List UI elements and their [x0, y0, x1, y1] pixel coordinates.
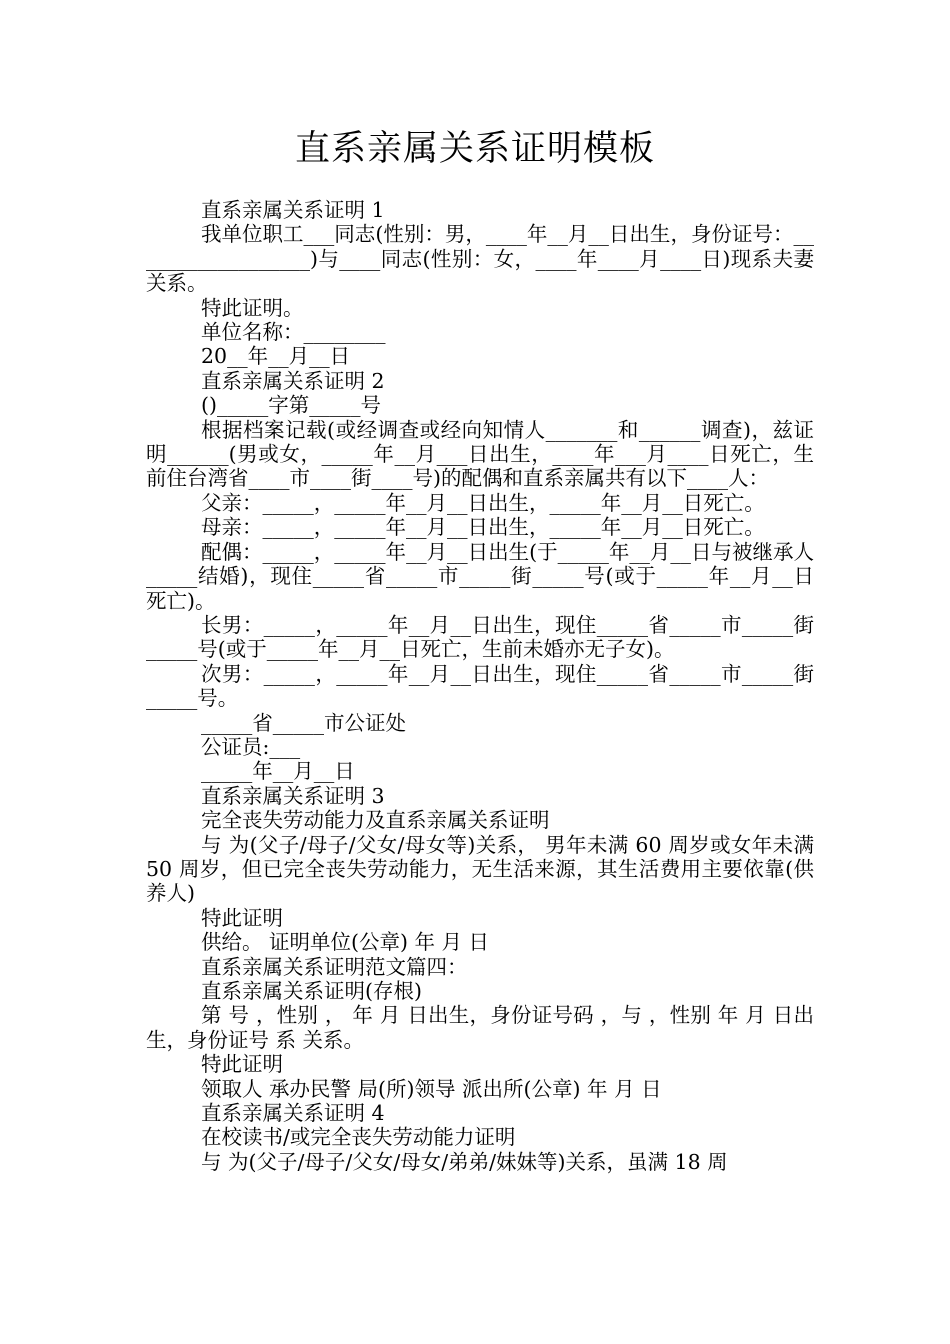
- paragraph: 直系亲属关系证明 3: [201, 783, 385, 808]
- paragraph: 特此证明: [201, 1052, 283, 1077]
- paragraph: 完全丧失劳动能力及直系亲属关系证明: [201, 808, 550, 833]
- paragraph: _____年__月__日: [201, 759, 355, 784]
- paragraph: 直系亲属关系证明 1: [201, 198, 385, 222]
- paragraph: 领取人 承办民警 局(所)领导 派出所(公章) 年 月 日: [201, 1076, 662, 1101]
- paragraph: _____省_____市公证处: [201, 710, 406, 735]
- paragraph: 直系亲属关系证明(存根): [201, 979, 422, 1003]
- paragraph: 我单位职工___同志(性别：男，____年__月__日出生，身份证号：__________________)与____同志(性别：女，____年____月____日)现系夫妻关系。: [146, 222, 814, 296]
- paragraph: 长男：_____，_____年__月__日出生，现住_____省_____市_____街_____号(或于_____年__月__日死亡，生前未婚亦无子女)。: [146, 612, 814, 662]
- paragraph: 特此证明: [201, 905, 283, 930]
- paragraph: ()_____字第_____号: [201, 393, 381, 418]
- paragraph: 20__年__月__日: [201, 344, 351, 369]
- document-body: [146, 198, 814, 1174]
- paragraph: 在校读书/或完全丧失劳动能力证明: [201, 1125, 516, 1150]
- paragraph: 直系亲属关系证明范文篇四：: [201, 954, 468, 979]
- paragraph: 直系亲属关系证明 2: [201, 368, 385, 393]
- paragraph: 供给。 证明单位(公章) 年 月 日: [201, 930, 490, 955]
- paragraph: 母亲：_____，_____年__月__日出生，_____年__月__日死亡。: [201, 515, 765, 540]
- paragraph: 根据档案记载(或经调查或经向知情人_______和______调查)，兹证明______(男或女，_____年__月___日出生，____年___月____日死亡，生前住台湾省____市____街____号)的配偶和直系亲属共有以下____人：: [146, 417, 814, 491]
- paragraph: 次男：_____，_____年__月__日出生，现住_____省_____市_____街_____号。: [146, 661, 814, 711]
- paragraph: 第 号 ，性别 ， 年 月 日出生，身份证号码 ，与 ，性别 年 月 日出生，身份证号 系 关系。: [146, 1003, 814, 1052]
- document-title: 直系亲属关系证明模板: [294, 129, 655, 169]
- paragraph: 特此证明。: [201, 295, 304, 320]
- paragraph: 与 为(父子/母子/父女/母女/弟弟/妹妹等)关系，虽满 18 周: [201, 1149, 728, 1174]
- paragraph: 单位名称：________: [201, 320, 386, 345]
- paragraph: 父亲：_____，_____年__月__日出生，_____年__月__日死亡。: [201, 490, 765, 515]
- paragraph: 配偶：_____，_____年__月__日出生(于_____年__月__日与被继承人_____结婚)，现住_____省_____市_____街_____号(或于_____年__月__日死亡)。: [146, 539, 814, 613]
- paragraph: 直系亲属关系证明 4: [201, 1101, 385, 1126]
- paragraph: 与 为(父子/母子/父女/母女等)关系， 男年未满 60 周岁或女年未满 50 周岁，但已完全丧失劳动能力，无生活来源，其生活费用主要依靠(供养人): [146, 832, 814, 906]
- paragraph: 公证员:___: [201, 734, 301, 759]
